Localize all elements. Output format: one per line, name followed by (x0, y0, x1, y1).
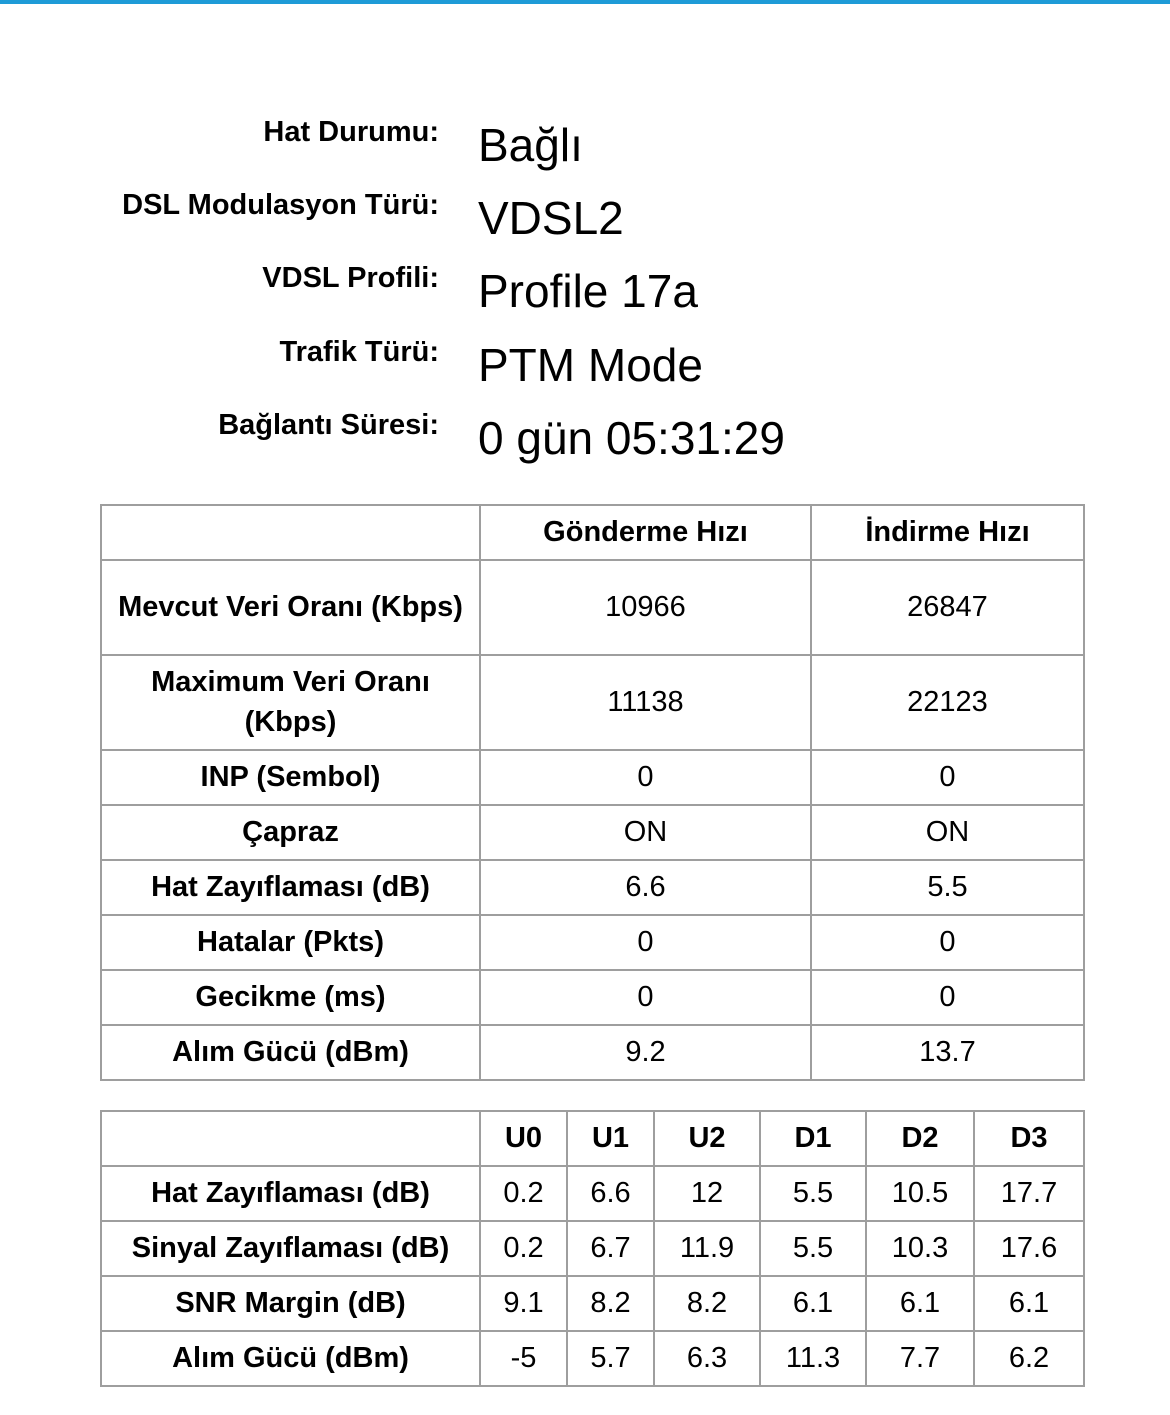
header-empty-cell (101, 505, 480, 560)
row-label: Alım Gücü (dBm) (101, 1025, 480, 1080)
band-value: 5.5 (760, 1221, 866, 1276)
upload-value: ON (480, 805, 811, 860)
band-value: 6.2 (974, 1331, 1084, 1386)
upload-value: 6.6 (480, 860, 811, 915)
band-value: 6.7 (567, 1221, 654, 1276)
band-value: 11.9 (654, 1221, 760, 1276)
table-row (101, 1276, 1084, 1331)
row-label: Hat Zayıflaması (dB) (101, 1166, 480, 1221)
band-value: 6.1 (866, 1276, 974, 1331)
table-row (101, 655, 1084, 750)
row-label: SNR Margin (dB) (101, 1276, 480, 1331)
band-value: 9.1 (480, 1276, 567, 1331)
download-value: 0 (811, 750, 1084, 805)
row-label: Hatalar (Pkts) (101, 915, 480, 970)
table-row (101, 805, 1084, 860)
vdsl-profile-label: VDSL Profili: (262, 262, 439, 294)
table-row (101, 1166, 1084, 1221)
download-value: 0 (811, 915, 1084, 970)
header-band-d1: D1 (760, 1111, 866, 1166)
band-value: 0.2 (480, 1221, 567, 1276)
header-band-u1: U1 (567, 1111, 654, 1166)
download-value: 22123 (811, 655, 1084, 750)
upload-value: 0 (480, 970, 811, 1025)
row-label: Gecikme (ms) (101, 970, 480, 1025)
info-row-traffic-type (0, 338, 1170, 412)
band-table (100, 1110, 1085, 1387)
band-value: 0.2 (480, 1166, 567, 1221)
table-row (101, 1025, 1084, 1080)
band-value: 12 (654, 1166, 760, 1221)
modulation-type-value: VDSL2 (478, 192, 624, 244)
table-row (101, 750, 1084, 805)
upload-value: 0 (480, 915, 811, 970)
download-value: 5.5 (811, 860, 1084, 915)
band-value: 6.3 (654, 1331, 760, 1386)
upload-value: 9.2 (480, 1025, 811, 1080)
connection-time-value: 0 gün 05:31:29 (478, 412, 785, 464)
table-row (101, 1221, 1084, 1276)
table-row (101, 560, 1084, 655)
row-label: Maximum Veri Oranı (Kbps) (101, 655, 480, 750)
band-value: 6.1 (974, 1276, 1084, 1331)
download-value: 0 (811, 970, 1084, 1025)
band-value: 8.2 (567, 1276, 654, 1331)
header-band-d2: D2 (866, 1111, 974, 1166)
header-download-rate: İndirme Hızı (811, 505, 1084, 560)
header-band-u2: U2 (654, 1111, 760, 1166)
band-value: 17.6 (974, 1221, 1084, 1276)
table-row (101, 915, 1084, 970)
top-accent-bar (0, 0, 1170, 4)
info-row-modulation (0, 191, 1170, 265)
info-row-line-status (0, 118, 1170, 192)
modulation-type-label: DSL Modulasyon Türü: (122, 189, 439, 221)
traffic-type-value: PTM Mode (478, 339, 703, 391)
table-row (101, 970, 1084, 1025)
band-value: 10.3 (866, 1221, 974, 1276)
line-status-value: Bağlı (478, 119, 583, 171)
header-empty-cell (101, 1111, 480, 1166)
row-label: Alım Gücü (dBm) (101, 1331, 480, 1386)
band-value: 6.6 (567, 1166, 654, 1221)
row-label: INP (Sembol) (101, 750, 480, 805)
header-band-d3: D3 (974, 1111, 1084, 1166)
download-value: 26847 (811, 560, 1084, 655)
table-header-row (101, 1111, 1084, 1166)
download-value: 13.7 (811, 1025, 1084, 1080)
row-label: Çapraz (101, 805, 480, 860)
header-upload-rate: Gönderme Hızı (480, 505, 811, 560)
traffic-type-label: Trafik Türü: (279, 336, 439, 368)
band-value: -5 (480, 1331, 567, 1386)
header-band-u0: U0 (480, 1111, 567, 1166)
band-value: 5.5 (760, 1166, 866, 1221)
info-row-uptime (0, 411, 1170, 485)
band-value: 8.2 (654, 1276, 760, 1331)
upload-value: 10966 (480, 560, 811, 655)
table-row (101, 1331, 1084, 1386)
band-value: 5.7 (567, 1331, 654, 1386)
download-value: ON (811, 805, 1084, 860)
table-row (101, 860, 1084, 915)
band-value: 7.7 (866, 1331, 974, 1386)
band-value: 6.1 (760, 1276, 866, 1331)
row-label: Sinyal Zayıflaması (dB) (101, 1221, 480, 1276)
band-value: 17.7 (974, 1166, 1084, 1221)
upload-value: 0 (480, 750, 811, 805)
table-header-row (101, 505, 1084, 560)
info-row-vdsl-profile (0, 264, 1170, 338)
row-label: Hat Zayıflaması (dB) (101, 860, 480, 915)
upload-value: 11138 (480, 655, 811, 750)
rates-table (100, 504, 1085, 1081)
vdsl-profile-value: Profile 17a (478, 265, 698, 317)
row-label: Mevcut Veri Oranı (Kbps) (101, 560, 480, 655)
connection-time-label: Bağlantı Süresi: (218, 409, 439, 441)
band-value: 10.5 (866, 1166, 974, 1221)
line-status-label: Hat Durumu: (263, 116, 439, 148)
band-value: 11.3 (760, 1331, 866, 1386)
